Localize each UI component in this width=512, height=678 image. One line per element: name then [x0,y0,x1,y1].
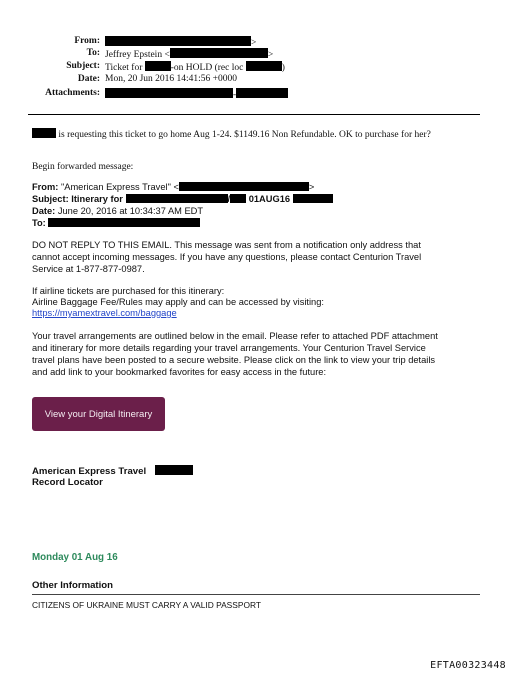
from-label: From: [74,36,100,46]
redaction-bar [293,194,333,203]
header-divider [28,114,480,115]
redaction-bar [246,61,282,71]
other-info-heading: Other Information [32,580,114,591]
subject-value [105,61,285,74]
fwd-from-value: "American Express Travel" < [60,182,179,192]
itinerary-date: Monday 01 Aug 16 [32,552,118,563]
redaction-bar [227,194,246,204]
amex-title-row [32,465,193,478]
fwd-to [32,218,200,230]
fwd-date-value: June 20, 2016 at 10:34:37 AM EDT [57,206,204,216]
amex-title: American Express Travel [32,466,147,477]
fwd-from-label: From: [32,182,59,192]
redaction-bar [32,128,56,138]
redaction-bar [126,194,228,203]
record-locator-label: Record Locator [32,477,103,488]
notice-line-3: Service at 1-877-877-0987. [32,264,145,274]
arrangements-line-1: Your travel arrangements are outlined below in the email. Please refer to attached PDF attachment [32,331,438,341]
forwarded-label: Begin forwarded message: [32,162,134,172]
to-label: To: [86,48,100,58]
arrangements-line-2: and itinerary for more details regarding your travel arrangements. Your Centurion Travel Service [32,343,426,353]
from-suffix: > [251,38,257,48]
arrangements-line-4: and add link to your bookmarked favorites for easy access in the future: [32,367,327,377]
attachments-label: Attachments: [45,88,100,98]
redaction-bar [155,465,193,475]
subject-label: Subject: [66,61,100,71]
redaction-bar [105,36,251,46]
notice-line-2: cannot accept incoming messages. If you have any questions, please contact Centurion Travel [32,252,422,262]
view-itinerary-button[interactable]: View your Digital Itinerary [32,397,165,431]
request-note-text: is requesting this ticket to go home Aug 1-24. $1149.16 Non Refundable. OK to purchase for her? [58,130,431,140]
subject-prefix: Ticket for [105,63,143,73]
baggage-line-2: Airline Baggage Fee/Rules may apply and can be accessed by visiting: [32,297,324,307]
fwd-subject-label: Subject: Itinerary for [32,194,123,204]
fwd-to-label: To: [32,218,46,228]
arrangements-line-3: travel plans have been posted to a secure website. Please click on the link to view your trip details [32,355,436,365]
redaction-bar [145,61,171,71]
redaction-bar [48,218,200,227]
fwd-subject-code: 01AUG16 [248,194,291,204]
redaction-bar [105,88,233,98]
baggage-line-1: If airline tickets are purchased for this itinerary: [32,286,225,296]
other-info-divider [32,594,480,595]
document-id: EFTA00323448 [430,660,506,671]
request-note [32,128,431,140]
redaction-bar [170,48,268,58]
to-suffix: > [267,50,274,60]
attachments-value [105,88,288,101]
fwd-from-suffix: > [308,182,315,192]
fwd-date [32,206,203,218]
fwd-subject-slash: / [227,194,231,204]
date-label: Date: [77,74,100,84]
notice-line-1: DO NOT REPLY TO THIS EMAIL. This message was sent from a notification only address that [32,240,421,250]
date-value: Mon, 20 Jun 2016 14:41:56 +0000 [105,74,238,84]
fwd-date-label: Date: [32,206,56,216]
baggage-link[interactable]: https://myamextravel.com/baggage [32,308,177,318]
redaction-bar [179,182,309,191]
subject-middle: -on HOLD (rec loc [170,63,244,73]
to-value [105,48,273,61]
attachments-separator: - [233,90,237,100]
fwd-subject [32,194,333,206]
fwd-from [32,182,314,194]
subject-end: ) [281,63,285,73]
redaction-bar [236,88,288,98]
passport-notice: CITIZENS OF UKRAINE MUST CARRY A VALID PASSPORT [32,600,261,610]
to-name: Jeffrey Epstein < [105,50,170,60]
